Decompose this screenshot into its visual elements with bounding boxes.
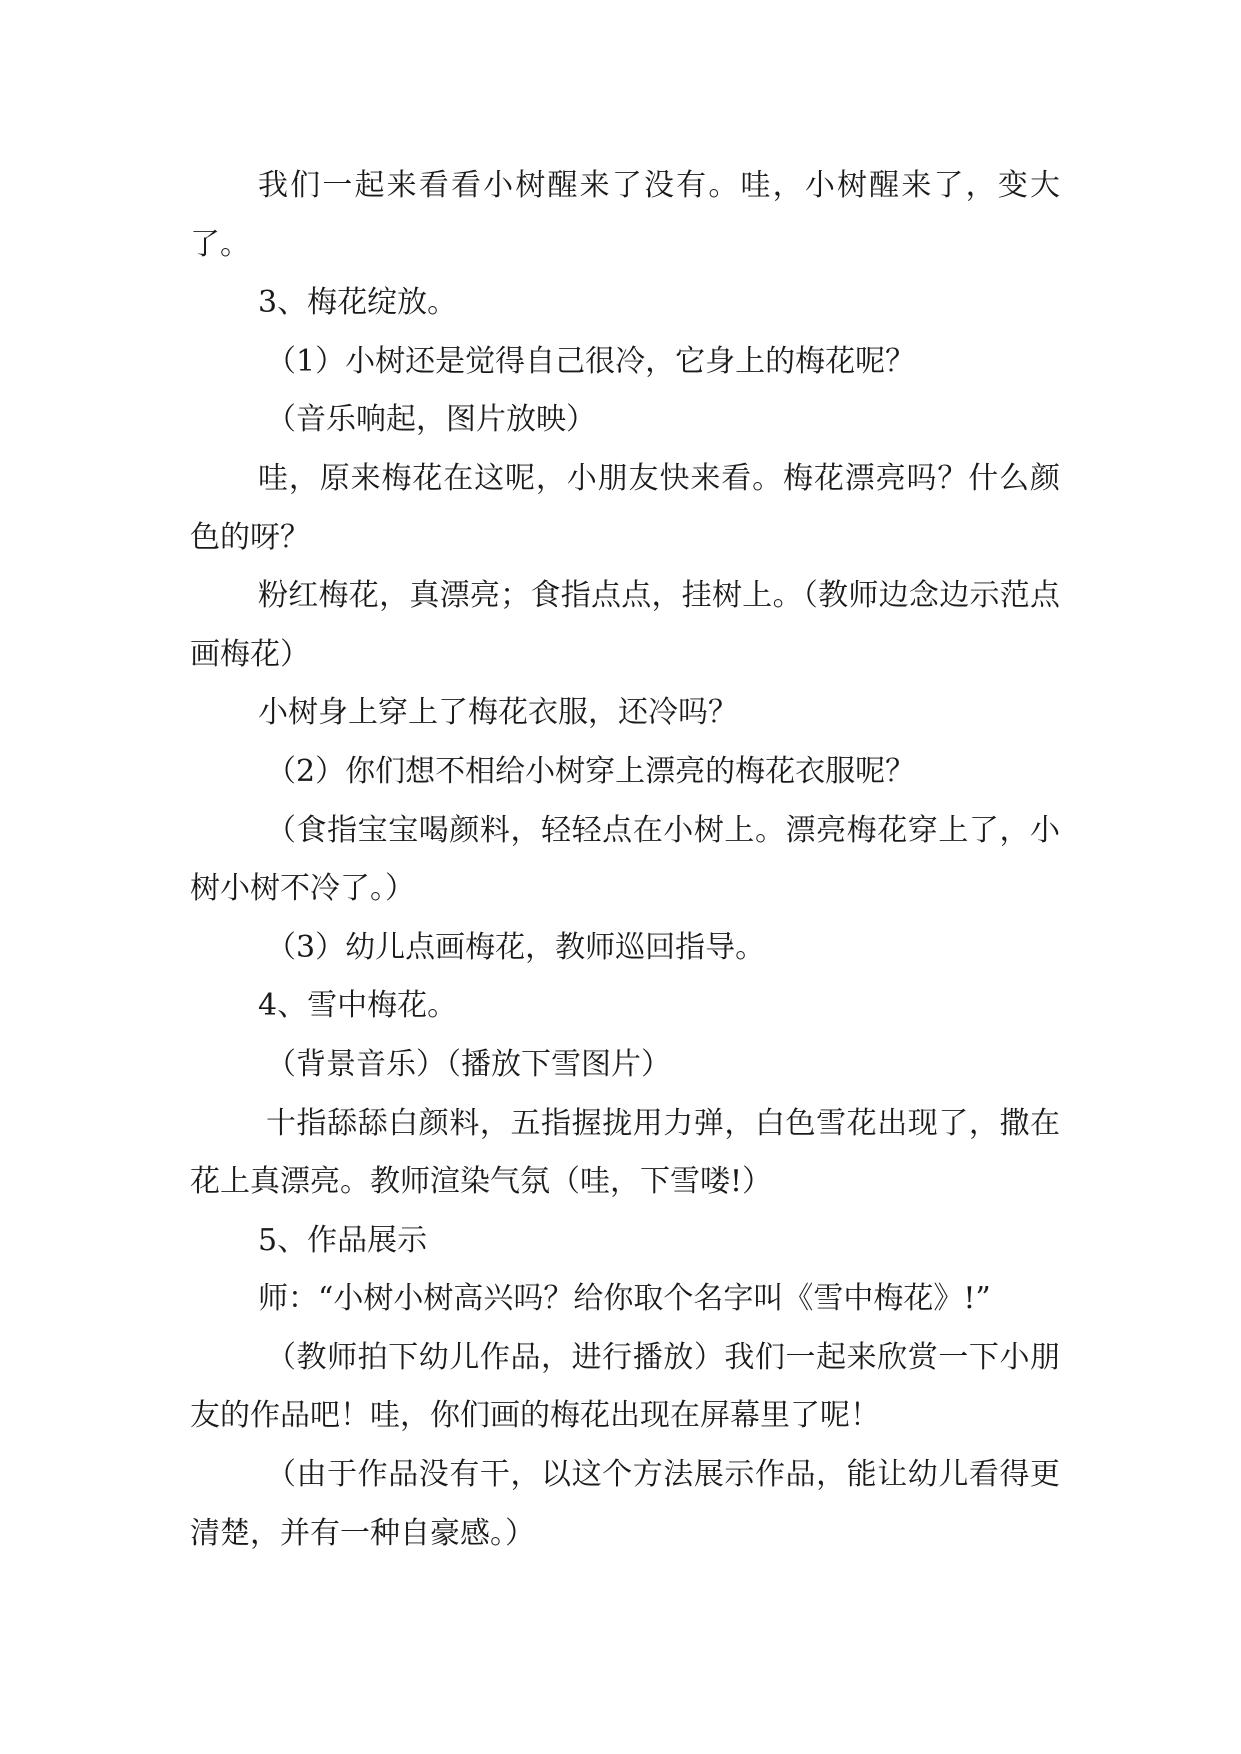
paragraph: （2）你们想不相给小树穿上漂亮的梅花衣服呢？ — [266, 753, 916, 789]
paragraph: （1）小树还是觉得自己很冷，它身上的梅花呢？ — [266, 343, 916, 379]
paragraph: （3）幼儿点画梅花，教师巡回指导。 — [266, 929, 766, 965]
paragraph: （教师拍下幼儿作品，进行播放）我们一起来欣赏一下小朋友的作品吧！哇，你们画的梅花出现在屏幕里了呢！ — [190, 1339, 1060, 1434]
paragraph: （音乐响起，图片放映） — [266, 402, 596, 438]
paragraph: 粉红梅花，真漂亮；食指点点，挂树上。（教师边念边示范点画梅花） — [190, 578, 1060, 672]
paragraph: 十指舔舔白颜料，五指握拢用力弹，白色雪花出现了，撒在花上真漂亮。教师渲染气氛（哇，下雪喽!） — [190, 1105, 1060, 1200]
paragraph: （背景音乐）（播放下雪图片） — [266, 1046, 671, 1082]
paragraph: （食指宝宝喝颜料，轻轻点在小树上。漂亮梅花穿上了，小树小树不冷了。） — [190, 812, 1060, 907]
section-heading: 4、雪中梅花。 — [258, 988, 458, 1024]
section-heading: 3、梅花绽放。 — [258, 285, 458, 321]
paragraph: 小树身上穿上了梅花衣服，还冷吗？ — [258, 695, 738, 731]
paragraph: （由于作品没有干，以这个方法展示作品，能让幼儿看得更清楚，并有一种自豪感。） — [190, 1457, 1060, 1551]
paragraph: 哇，原来梅花在这呢，小朋友快来看。梅花漂亮吗？什么颜色的呀？ — [190, 460, 1060, 555]
document-body — [190, 157, 1060, 1563]
section-heading: 5、作品展示 — [258, 1222, 428, 1258]
paragraph: 我们一起来看看小树醒来了没有。哇，小树醒来了，变大了。 — [190, 168, 1060, 262]
paragraph: 师：“小树小树高兴吗？给你取个名字叫《雪中梅花》!” — [258, 1281, 991, 1317]
